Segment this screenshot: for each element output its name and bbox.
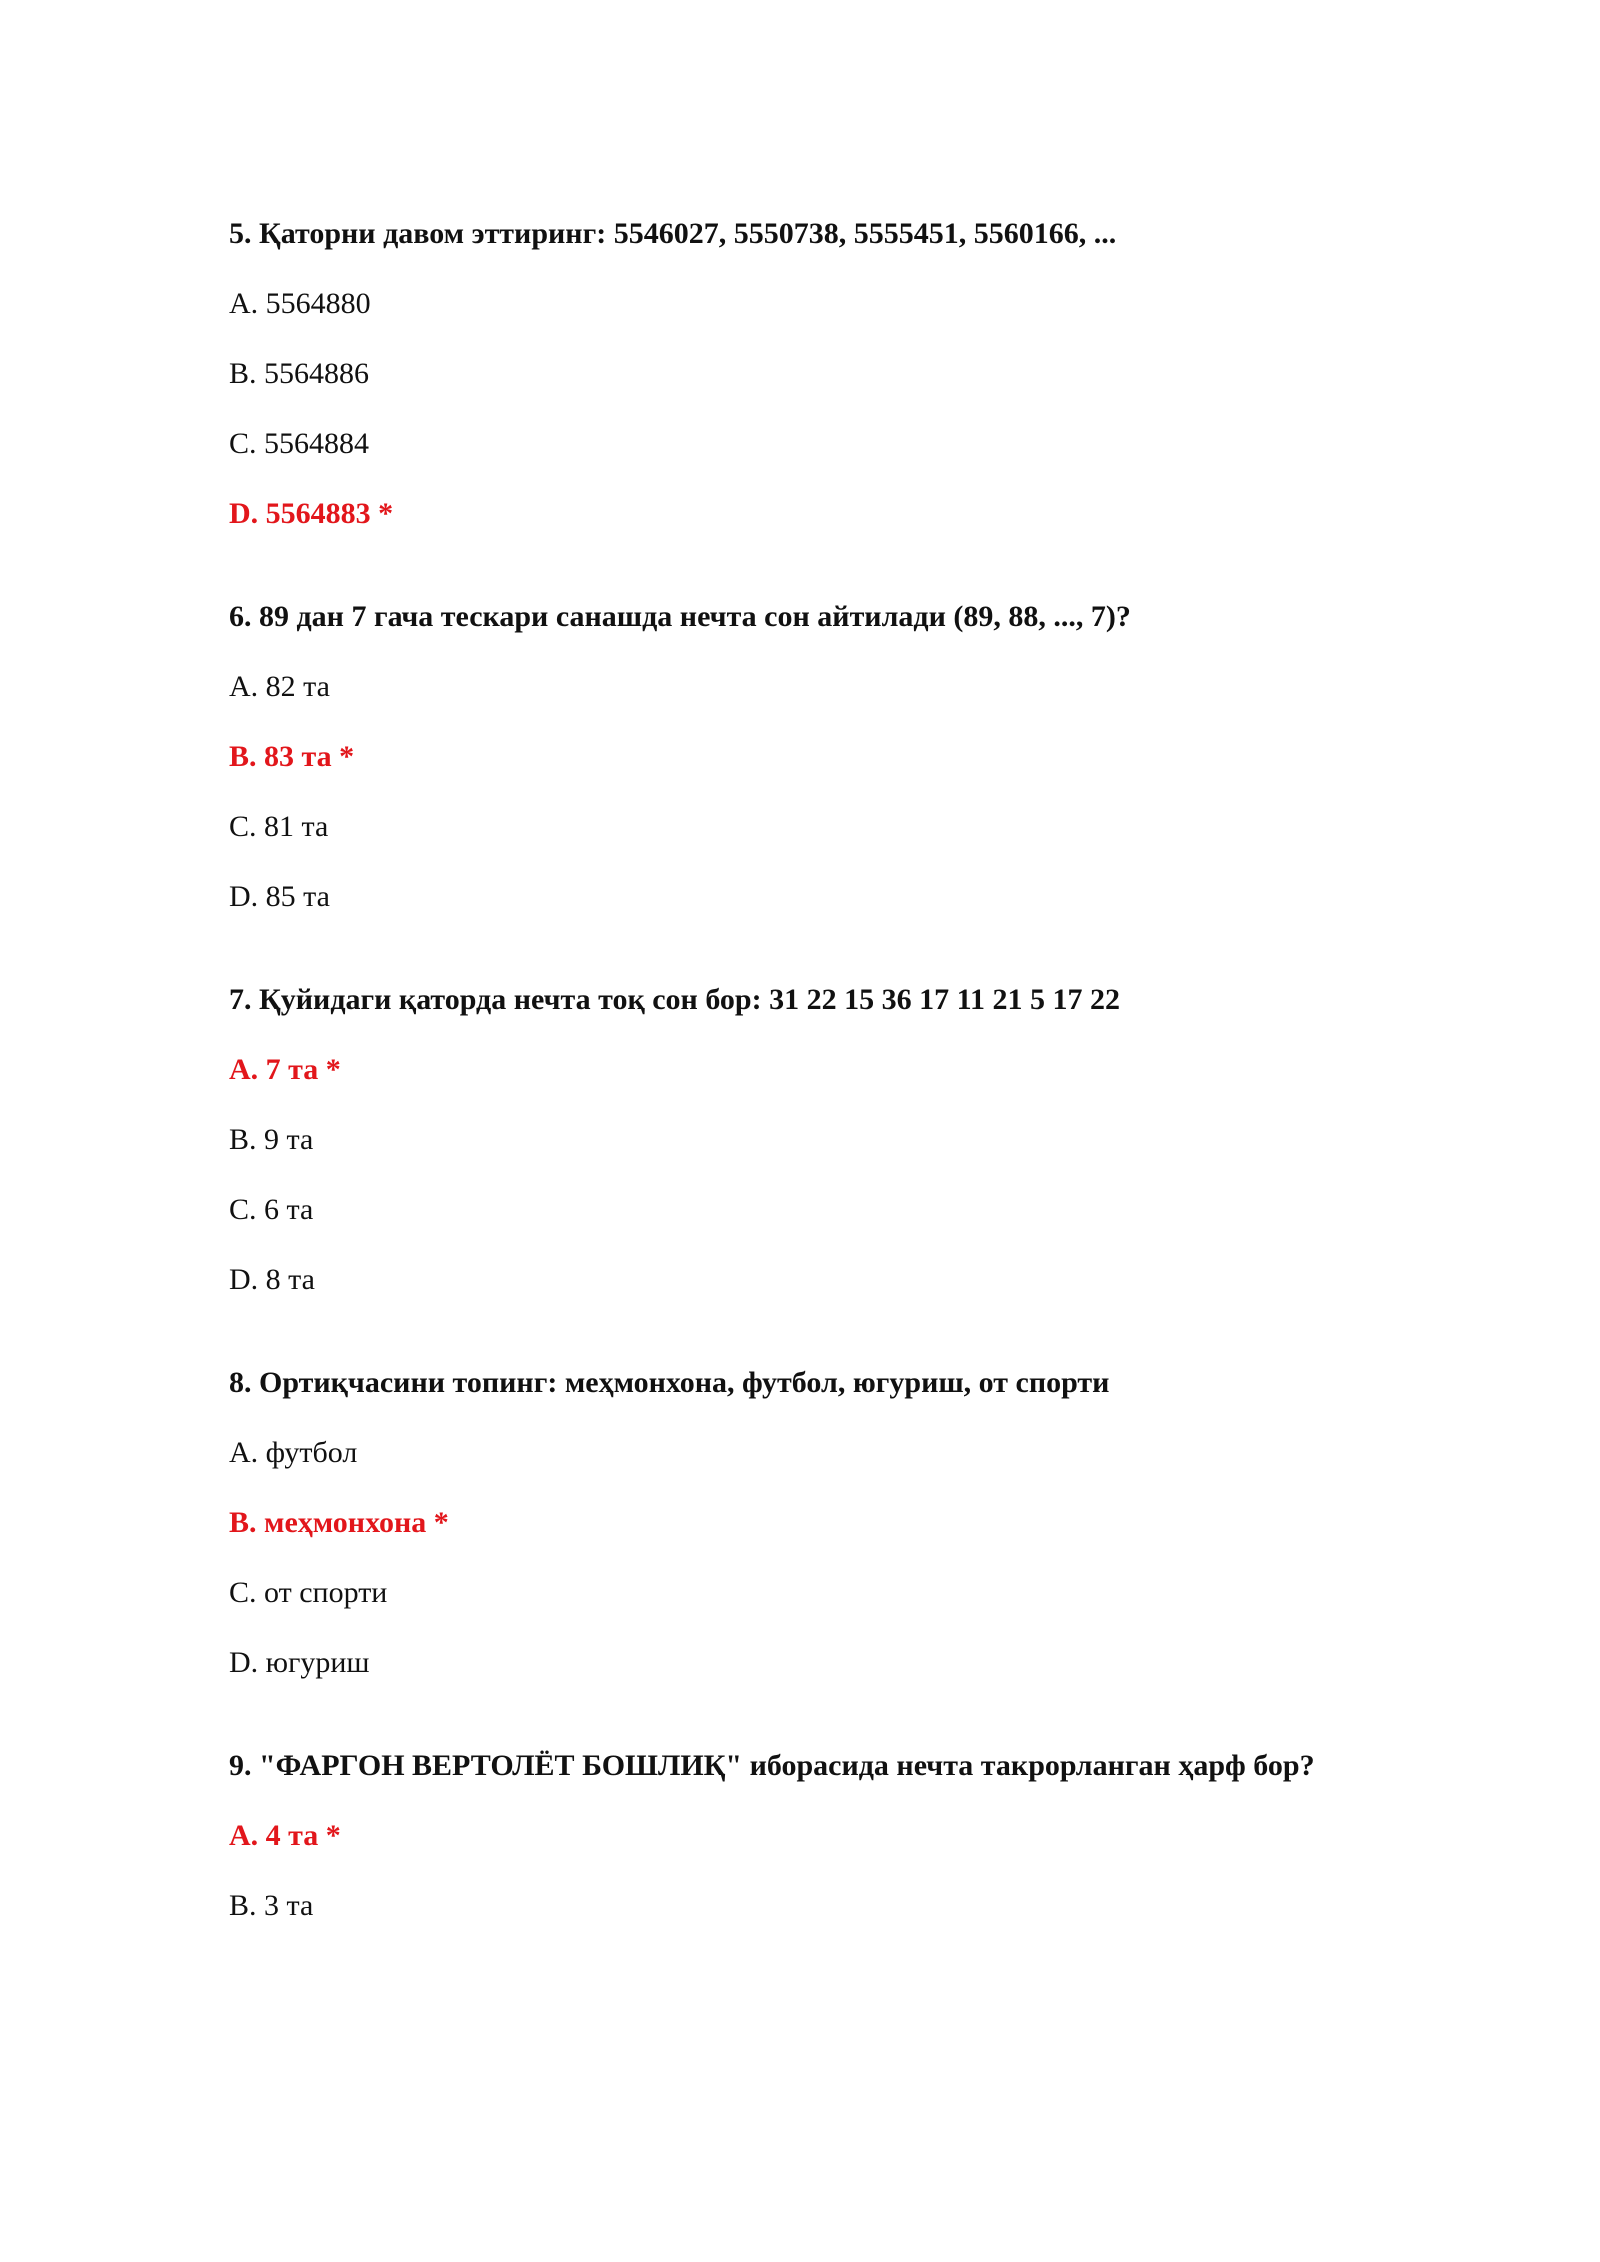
option-c: C. от спорти xyxy=(229,1576,388,1609)
option-b: B. 5564886 xyxy=(229,357,370,390)
option-c: C. 5564884 xyxy=(229,427,370,460)
option-d-correct: D. 5564883 * xyxy=(229,497,394,530)
question-text: 5. Қаторни давом эттиринг: 5546027, 5550738, 5555451, 5560166, ... xyxy=(229,217,1117,250)
option-a: A. 5564880 xyxy=(229,287,371,320)
option-a-correct: A. 7 та * xyxy=(229,1053,341,1086)
option-b: B. 3 та xyxy=(229,1889,314,1922)
question-6 xyxy=(229,599,1509,915)
option-a: A. 82 та xyxy=(229,670,330,703)
question-7 xyxy=(229,982,1509,1298)
question-9 xyxy=(229,1748,1509,1924)
option-d: D. 85 та xyxy=(229,880,330,913)
option-b-correct: B. 83 та * xyxy=(229,740,355,773)
question-text: 9. "ФАРГОН ВЕРТОЛЁТ БОШЛИҚ" иборасида нечта такрорланган ҳарф бор? xyxy=(229,1749,1315,1782)
option-c: C. 81 та xyxy=(229,810,329,843)
option-a-correct: A. 4 та * xyxy=(229,1819,341,1852)
question-text: 7. Қуйидаги қаторда нечта тоқ сон бор: 31 22 15 36 17 11 21 5 17 22 xyxy=(229,983,1120,1016)
option-b-correct: B. меҳмонхона * xyxy=(229,1506,449,1539)
quiz-content xyxy=(229,216,1509,1991)
option-c: C. 6 та xyxy=(229,1193,314,1226)
question-5 xyxy=(229,216,1509,532)
option-b: B. 9 та xyxy=(229,1123,314,1156)
option-a: A. футбол xyxy=(229,1436,358,1469)
question-8 xyxy=(229,1365,1509,1681)
option-d: D. югуриш xyxy=(229,1646,370,1679)
question-text: 6. 89 дан 7 гача тескари санашда нечта сон айтилади (89, 88, ..., 7)? xyxy=(229,600,1131,633)
question-text: 8. Ортиқчасини топинг: меҳмонхона, футбол, югуриш, от спорти xyxy=(229,1366,1110,1399)
option-d: D. 8 та xyxy=(229,1263,315,1296)
